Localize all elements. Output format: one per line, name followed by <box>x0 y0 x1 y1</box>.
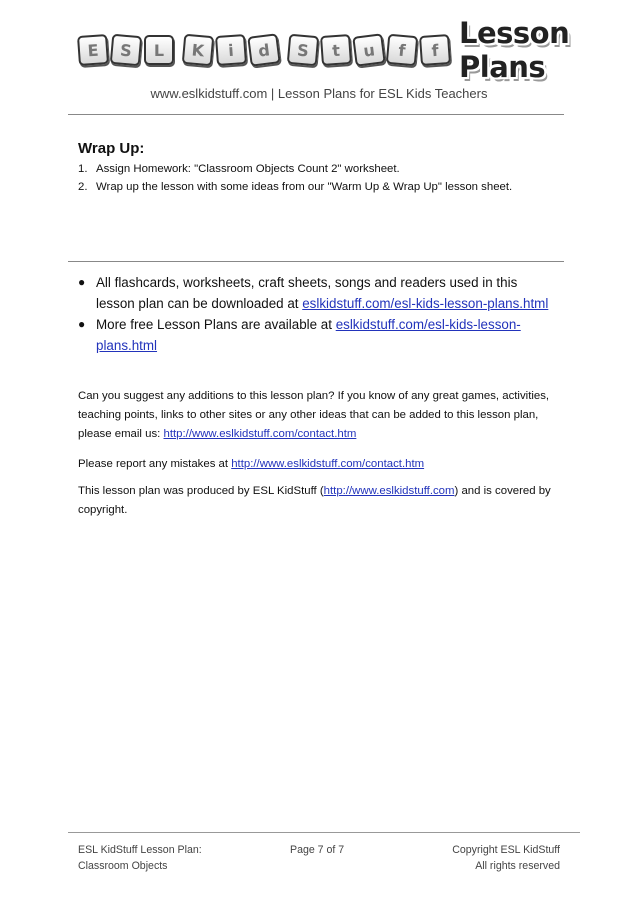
footer-page-number: Page 7 of 7 <box>290 844 345 856</box>
list-item <box>78 314 558 356</box>
produced-text-before: This lesson plan was produced by ESL KidStuff ( <box>78 485 324 497</box>
downloads-link[interactable]: eslkidstuff.com/esl-kids-lesson-plans.html <box>302 296 549 311</box>
logo-block: L <box>144 35 174 65</box>
footer-copyright: Copyright ESL KidStuff <box>452 844 560 856</box>
logo-block: f <box>386 34 419 67</box>
list-text: Assign Homework: "Classroom Objects Count 2" worksheet. <box>96 163 400 175</box>
bullet-text: All flashcards, worksheets, craft sheets, songs and readers used in this lesson plan can be downloaded at <box>96 275 518 311</box>
logo-block: S <box>110 34 143 67</box>
footer-plan-label: ESL KidStuff Lesson Plan: <box>78 844 202 856</box>
report-text: Please report any mistakes at <box>78 458 232 470</box>
list-number: 1. <box>78 163 88 175</box>
bullet-text: More free Lesson Plans are available at <box>96 317 336 332</box>
suggest-paragraph <box>78 387 568 444</box>
footer-rights: All rights reserved <box>475 860 560 872</box>
wrap-up-heading: Wrap Up: <box>78 140 145 157</box>
footer-left <box>78 842 202 874</box>
contact-link[interactable]: http://www.eslkidstuff.com/contact.htm <box>163 428 357 440</box>
section-divider <box>68 261 564 262</box>
logo-block: f <box>419 34 451 66</box>
produced-text-after: ) and is covered by copyright. <box>78 485 551 516</box>
logo-letter-blocks <box>78 35 453 65</box>
logo-block: E <box>77 34 109 66</box>
list-item <box>78 160 512 178</box>
wrap-up-list <box>78 160 512 196</box>
logo-block: u <box>352 33 385 66</box>
homepage-link[interactable]: http://www.eslkidstuff.com <box>323 485 455 497</box>
footer-divider <box>68 832 580 833</box>
list-text: Wrap up the lesson with some ideas from our "Warm Up & Wrap Up" lesson sheet. <box>96 181 513 193</box>
footer-plan-name: Classroom Objects <box>78 860 168 872</box>
report-paragraph <box>78 455 568 474</box>
lesson-plans-title: Lesson Plans <box>459 16 570 84</box>
bullet-text-container <box>96 272 558 314</box>
logo-block: i <box>215 34 247 66</box>
bullet-icon: ● <box>78 317 86 331</box>
suggest-text: Can you suggest any additions to this lesson plan? If you know of any great games, activities, teaching points, links to other sites or any other ideas that can be added to this lesson plan, please email us: <box>78 390 550 440</box>
logo-block: S <box>287 34 320 67</box>
copyright-paragraph <box>78 482 568 520</box>
footer-right <box>452 842 560 874</box>
bullet-text-container <box>96 314 558 356</box>
bullet-icon: ● <box>78 275 86 289</box>
more-lesson-plans-link[interactable]: eslkidstuff.com/esl-kids-lesson-plans.html <box>96 317 521 353</box>
header-divider <box>68 114 564 115</box>
list-item <box>78 178 512 196</box>
list-item <box>78 272 558 314</box>
list-number: 2. <box>78 181 88 193</box>
logo-block: K <box>182 34 215 67</box>
logo-block: d <box>247 33 280 66</box>
report-contact-link[interactable]: http://www.eslkidstuff.com/contact.htm <box>231 458 425 470</box>
esl-kidstuff-logo <box>78 16 638 84</box>
logo-block: t <box>320 34 352 66</box>
resources-bullet-list <box>78 272 558 356</box>
site-subheader: www.eslkidstuff.com | Lesson Plans for ESL Kids Teachers <box>150 86 488 101</box>
